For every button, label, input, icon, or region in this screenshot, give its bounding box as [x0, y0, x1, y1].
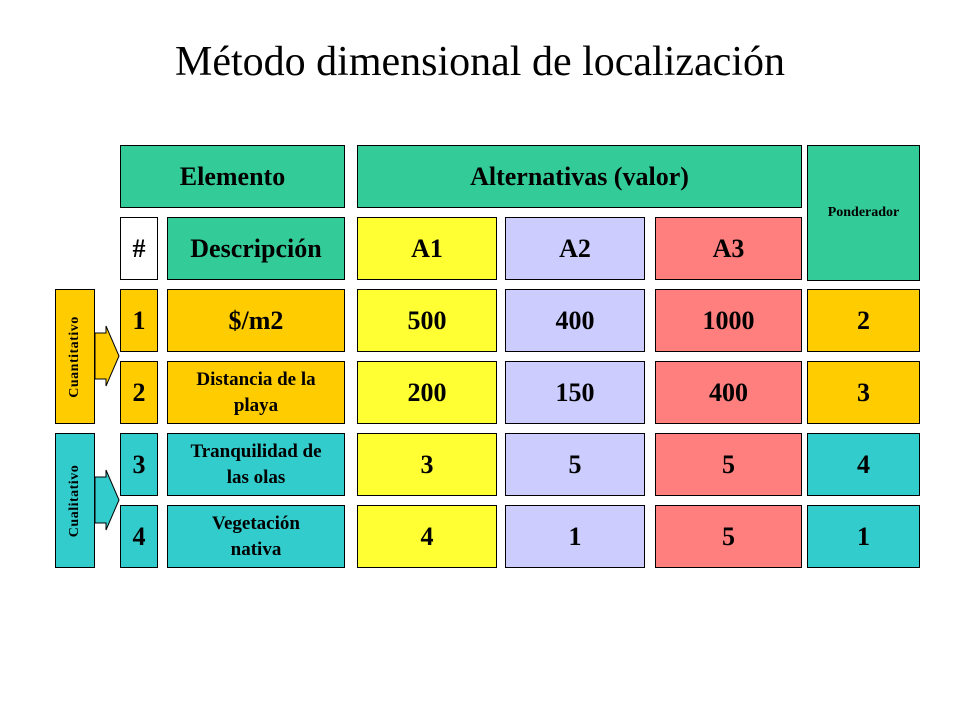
group-label-cualitativo-text: Cualitativo: [67, 464, 82, 537]
row-a2-value: 150: [505, 361, 645, 424]
row-a2-value: 400: [505, 289, 645, 352]
group-label-cuantitativo: [55, 289, 95, 424]
right-arrow-icon: [94, 325, 120, 387]
row-a1-value: 200: [357, 361, 497, 424]
group-label-cuantitativo-text: Cuantitativo: [67, 315, 82, 398]
header-a3: A3: [655, 217, 802, 280]
row-ponderador: 2: [807, 289, 920, 352]
row-num: 2: [120, 361, 158, 424]
right-arrow-icon: [94, 469, 120, 531]
row-ponderador: 4: [807, 433, 920, 496]
row-a1-value: 500: [357, 289, 497, 352]
row-ponderador: 3: [807, 361, 920, 424]
row-description: Vegetación nativa: [167, 505, 345, 568]
row-a3-value: 1000: [655, 289, 802, 352]
row-a1-value: 4: [357, 505, 497, 568]
row-num: 1: [120, 289, 158, 352]
row-description: Tranquilidad de las olas: [167, 433, 345, 496]
header-a1: A1: [357, 217, 497, 280]
row-a2-value: 1: [505, 505, 645, 568]
header-alternativas: Alternativas (valor): [357, 145, 802, 208]
row-a3-value: 400: [655, 361, 802, 424]
header-descripcion: Descripción: [167, 217, 345, 280]
page-title: Método dimensional de localización: [175, 39, 785, 85]
row-description: $/m2: [167, 289, 345, 352]
row-num: 4: [120, 505, 158, 568]
header-elemento: Elemento: [120, 145, 345, 208]
row-a3-value: 5: [655, 433, 802, 496]
group-label-cualitativo: [55, 433, 95, 568]
header-ponderador: Ponderador: [807, 145, 920, 281]
header-num: #: [120, 217, 158, 280]
row-num: 3: [120, 433, 158, 496]
row-a2-value: 5: [505, 433, 645, 496]
row-a3-value: 5: [655, 505, 802, 568]
row-a1-value: 3: [357, 433, 497, 496]
row-description: Distancia de la playa: [167, 361, 345, 424]
header-a2: A2: [505, 217, 645, 280]
row-ponderador: 1: [807, 505, 920, 568]
